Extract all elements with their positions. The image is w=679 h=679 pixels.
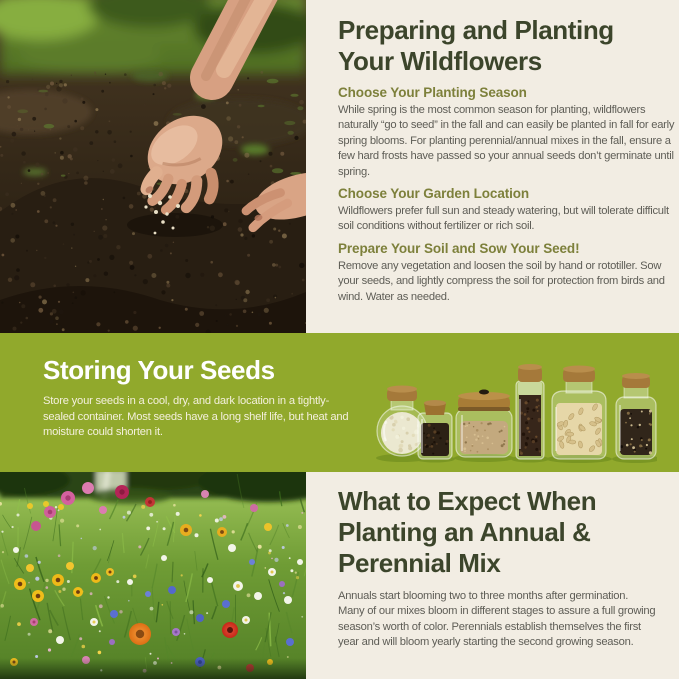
subsection-prepare-soil [338, 241, 678, 305]
subsection-body: Wildflowers prefer full sun and steady watering, but will tolerate difficult soil conditions without fertilizer or rich soil. [338, 205, 669, 233]
band-title: Storing Your Seeds [43, 355, 275, 385]
subsection-heading: Prepare Your Soil and Sow Your Seed! [338, 240, 580, 256]
jar-tan-seeds-wide [456, 390, 512, 458]
bottom-shadow [0, 658, 306, 679]
subsection-heading: Choose Your Planting Season [338, 85, 527, 100]
hand-shadow [127, 213, 223, 237]
subsection-body: While spring is the most common season for planting, wildflowers naturally “go to seed” in the fall and can easily be planted in fall for early spring blooms. For planting perennial/annual mixes in the fall, ensure a few hard frosts have passed so your annual seeds don’t germinate until spring. [338, 104, 675, 178]
jar-tall-dark-seeds [516, 364, 544, 459]
wildflower-meadow-photo [0, 472, 306, 679]
hand-sowing-illustration [0, 0, 306, 333]
preparing-planting-text-block [338, 15, 678, 311]
section-storing-seeds [0, 333, 679, 472]
storing-seeds-text-block [43, 355, 349, 441]
band-body: Store your seeds in a cool, dry, and dark location in a tightly-sealed container. Most seeds have a long shelf life, but heat and moisture could shorten it. [43, 395, 349, 439]
bottom-body: Annuals start blooming two to three months after germination. Many of our mixes bloom in different stages to assure a full growing season’s worth of color. Perennials establish themselves the first year and will bloom yearly starting the second growing season. [338, 590, 656, 649]
jar-mixed-seeds [616, 373, 656, 459]
subsection-heading: Choose Your Garden Location [338, 186, 530, 202]
top-title: Preparing and Planting Your Wildflowers [338, 15, 614, 76]
subsection-body: Remove any vegetation and loosen the soil by hand or rototiller. Sow your seeds, and lightly compress the soil for protection from birds and wind. Water as needed. [338, 259, 665, 303]
subsection-garden-location [338, 186, 678, 235]
bottom-title: What to Expect When Planting an Annual & Perennial Mix [338, 486, 597, 578]
jar-pumpkin-seeds-large [552, 366, 606, 460]
hand-sowing-photo [0, 0, 306, 333]
jar-dark-seeds-small [418, 400, 452, 459]
what-to-expect-text-block [338, 486, 656, 651]
seed-jars-illustration [372, 349, 657, 464]
section-preparing-planting [0, 0, 679, 333]
section-what-to-expect [0, 472, 679, 679]
subsection-planting-season [338, 85, 678, 180]
seed-jars-svg [372, 349, 657, 464]
meadow-illustration [0, 472, 306, 679]
